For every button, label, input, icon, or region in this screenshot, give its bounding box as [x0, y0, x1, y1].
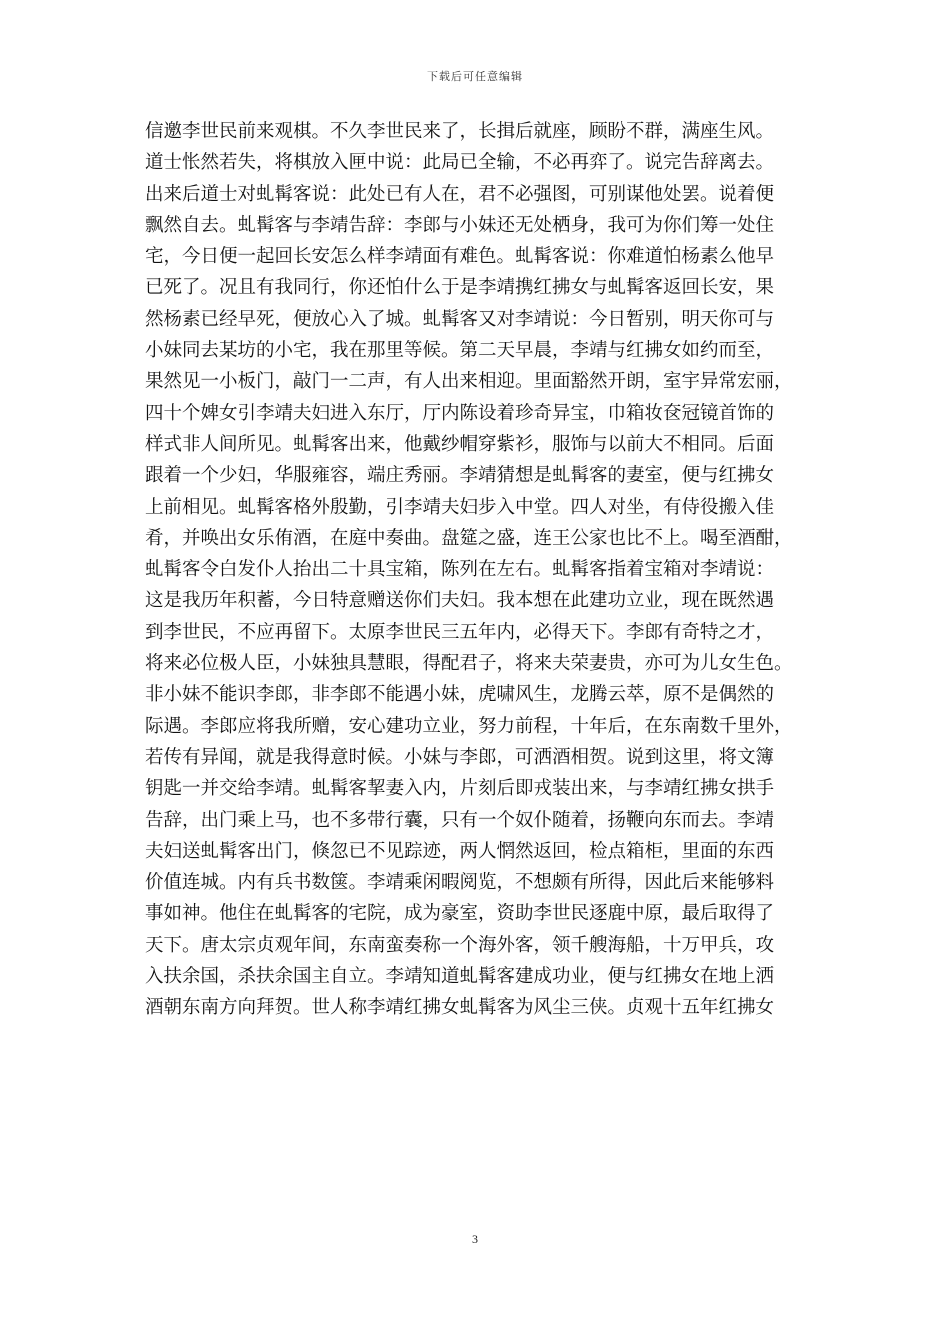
text-line: 上前相见。虬髯客格外殷勤，引李靖夫妇步入中堂。四人对坐，有侍役搬入佳 [145, 496, 775, 518]
text-line: 信邀李世民前来观棋。不久李世民来了，长揖后就座，顾盼不群，满座生风。 [145, 121, 775, 142]
text-line: 小妹同去某坊的小宅，我在那里等候。第二天早晨，李靖与红拂女如约而至， [145, 340, 775, 362]
text-line: 出来后道士对虬髯客说：此处已有人在，君不必强图，可别谋他处罢。说着便 [145, 183, 775, 205]
text-line: 宅，今日便一起回长安怎么样李靖面有难色。虬髯客说：你难道怕杨素么他早 [145, 246, 775, 268]
body-text [145, 116, 815, 1024]
text-line: 入扶余国，杀扶余国主自立。李靖知道虬髯客建成功业，便与红拂女在地上洒 [145, 966, 775, 988]
text-line: 四十个婢女引李靖夫妇进入东厅，厅内陈设着珍奇异宝，巾箱妆奁冠镜首饰的 [145, 402, 775, 424]
text-line: 非小妹不能识李郎，非李郎不能遇小妹，虎啸风生，龙腾云萃，原不是偶然的 [145, 684, 775, 706]
text-line: 酒朝东南方向拜贺。世人称李靖红拂女虬髯客为风尘三侠。贞观十五年红拂女 [145, 997, 775, 1019]
text-line: 样式非人间所见。虬髯客出来，他戴纱帽穿紫衫，服饰与以前大不相同。后面 [145, 433, 775, 455]
text-line: 告辞，出门乘上马，也不多带行囊，只有一个奴仆随着，扬鞭向东而去。李靖 [145, 809, 775, 831]
text-line: 钥匙一并交给李靖。虬髯客挈妻入内，片刻后即戎装出来，与李靖红拂女拱手 [145, 778, 775, 800]
text-line: 到李世民，不应再留下。太原李世民三五年内，必得天下。李郎有奇特之才， [145, 621, 775, 643]
text-line: 飘然自去。虬髯客与李靖告辞：李郎与小妹还无处栖身，我可为你们筹一处住 [145, 214, 775, 236]
text-line: 跟着一个少妇，华服雍容，端庄秀丽。李靖猜想是虬髯客的妻室，便与红拂女 [145, 465, 775, 487]
text-line: 际遇。李郎应将我所赠，安心建功立业，努力前程，十年后，在东南数千里外， [145, 715, 793, 737]
text-line: 价值连城。内有兵书数箧。李靖乘闲暇阅览，不想颇有所得，因此后来能够料 [145, 872, 775, 894]
text-line: 然杨素已经早死，便放心入了城。虬髯客又对李靖说：今日暂别，明天你可与 [145, 308, 775, 330]
text-line: 这是我历年积蓄，今日特意赠送你们夫妇。我本想在此建功立业，现在既然遇 [145, 590, 775, 612]
text-line: 道士怅然若失，将棋放入匣中说：此局已全输，不必再弈了。说完告辞离去。 [145, 152, 775, 174]
text-line: 将来必位极人臣，小妹独具慧眼，得配君子，将来夫荣妻贵，亦可为儿女生色。 [145, 653, 793, 675]
text-line: 若传有异闻，就是我得意时候。小妹与李郎，可洒酒相贺。说到这里，将文簿 [145, 746, 775, 768]
text-line: 已死了。况且有我同行，你还怕什么于是李靖携红拂女与虬髯客返回长安，果 [145, 277, 775, 299]
text-line: 虬髯客令白发仆人抬出二十具宝箱，陈列在左右。虬髯客指着宝箱对李靖说： [145, 559, 775, 581]
page-header: 下载后可任意编辑 [427, 70, 523, 83]
text-line: 天下。唐太宗贞观年间，东南蛮奏称一个海外客，领千艘海船，十万甲兵，攻 [145, 934, 775, 956]
text-line: 夫妇送虬髯客出门，倏忽已不见踪迹，两人惘然返回，检点箱柜，里面的东西 [145, 840, 775, 862]
text-line: 事如神。他住在虬髯客的宅院，成为豪室，资助李世民逐鹿中原，最后取得了 [145, 903, 775, 925]
text-line: 果然见一小板门，敲门一二声，有人出来相迎。里面豁然开朗，室宇异常宏丽， [145, 371, 793, 393]
page-number: 3 [472, 1232, 478, 1246]
text-line: 肴，并唤出女乐侑酒，在庭中奏曲。盘筵之盛，连王公家也比不上。喝至酒酣， [145, 527, 793, 549]
